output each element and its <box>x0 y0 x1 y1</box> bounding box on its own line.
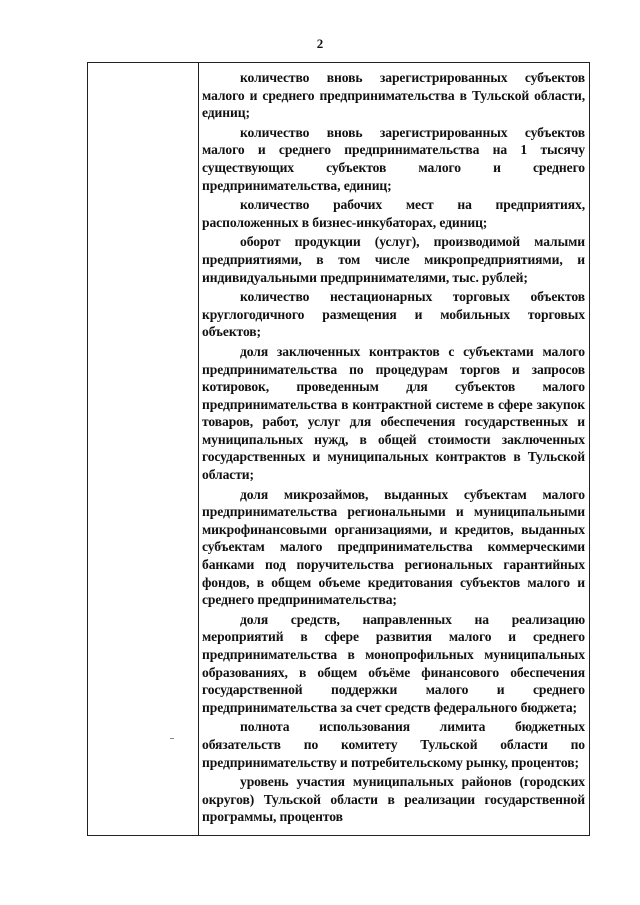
indicator-paragraph: доля заключенных контрактов с субъектами малого предпринимательства по процедурам торгов и запросов котировок, проведенным для субъектов малого предпринимательства в контрактной системе в сфере закупок товаров, работ, услуг для обеспечения государственных и муниципальных нужд, в общей стоимости заключенных государственных и муниципальных контрактов в Тульской области; <box>202 343 585 483</box>
indicator-paragraph: количество рабочих мест на предприятиях, расположенных в бизнес-инкубаторах, единиц; <box>202 197 585 230</box>
table-label-cell <box>88 63 199 835</box>
table-content-cell <box>199 63 589 835</box>
indicator-paragraph: полнота использования лимита бюджетных обязательств по комитету Тульской области по предпринимательству и потребительскому рынку, процентов; <box>202 719 585 770</box>
indicator-paragraph: уровень участия муниципальных районов (городских округов) Тульской области в реализации государственной программы, процентов <box>202 774 585 825</box>
scan-artifact <box>170 738 174 739</box>
indicator-paragraph: оборот продукции (услуг), производимой малыми предприятиями, в том числе микропредприятиями, и индивидуальными предпринимателями, тыс. рублей; <box>202 234 585 285</box>
indicator-paragraph: количество вновь зарегистрированных субъектов малого и среднего предпринимательства в Тульской области, единиц; <box>202 70 585 121</box>
indicator-paragraph: количество нестационарных торговых объектов круглогодичного размещения и мобильных торговых объектов; <box>202 289 585 340</box>
indicator-paragraph: доля микрозаймов, выданных субъектам малого предпринимательства региональными и муниципальными микрофинансовыми организациями, и кредитов, выданных субъектам малого предпринимательства коммерческими банками под поручительства региональных гарантийных фондов, в общем объеме кредитования субъектов малого и среднего предпринимательства; <box>202 486 585 608</box>
indicators-table <box>87 62 590 836</box>
indicator-paragraph: доля средств, направленных на реализацию мероприятий в сфере развития малого и среднего предпринимательства в монопрофильных муниципальных образованиях, в общем объёме финансового обеспечения государственной поддержки малого и среднего предпринимательства за счет средств федерального бюджета; <box>202 611 585 715</box>
page-number: 2 <box>316 36 324 51</box>
indicator-paragraph: количество вновь зарегистрированных субъектов малого и среднего предпринимательства на 1 тысячу существующих субъектов малого и среднего предпринимательства, единиц; <box>202 124 585 193</box>
